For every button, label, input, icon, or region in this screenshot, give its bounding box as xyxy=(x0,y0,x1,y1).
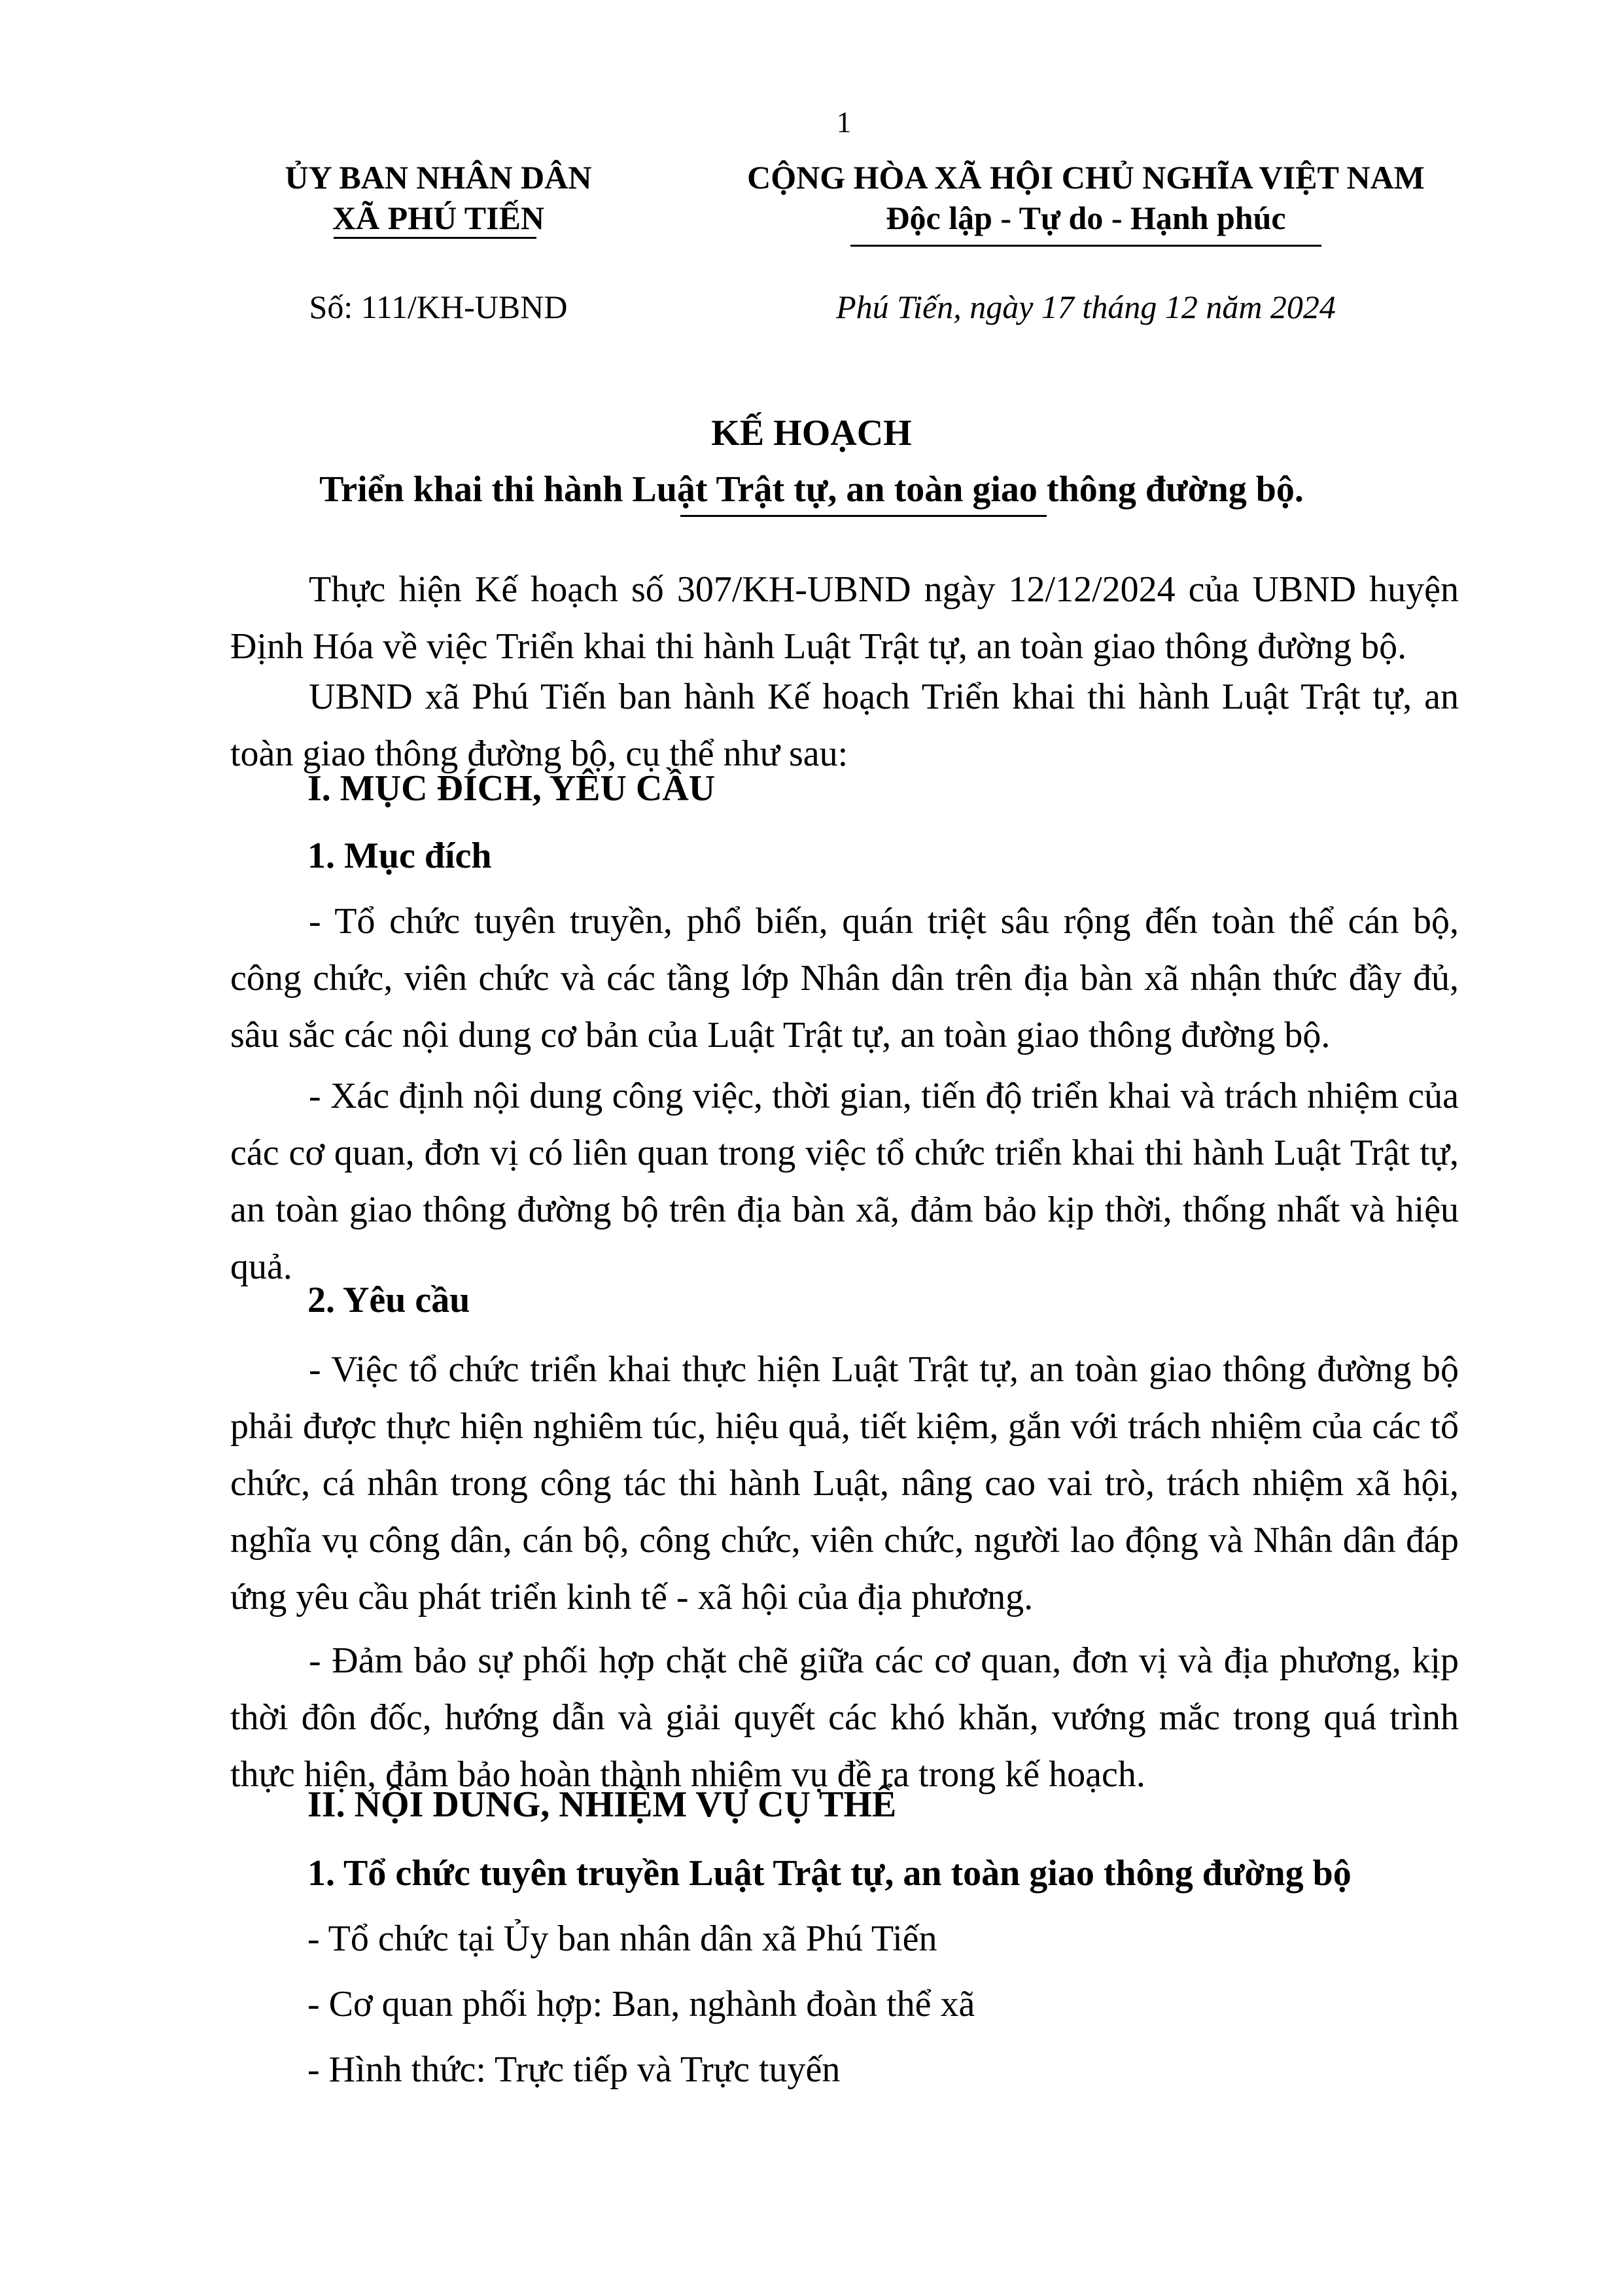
requirements-paragraph-1: - Việc tổ chức triển khai thực hiện Luật Trật tự, an toàn giao thông đường bộ phải được thực hiện nghiêm túc, hiệu quả, tiết kiệm, gắn với trách nhiệm của các tổ chức, cá nhân trong công tác thi hành Luật, nâng cao vai trò, trách nhiệm xã hội, nghĩa vụ công dân, cán bộ, công chức, viên chức, người lao động và Nhân dân đáp ứng yêu cầu phát triển kinh tế - xã hội của địa phương. xyxy=(230,1349,1459,1617)
list-item: - Cơ quan phối hợp: Ban, nghành đoàn thể xã xyxy=(307,1984,975,2024)
section-2-subsection-1-heading: 1. Tổ chức tuyên truyền Luật Trật tự, an toàn giao thông đường bộ xyxy=(307,1853,1352,1894)
list-item: - Hình thức: Trực tiếp và Trực tuyến xyxy=(307,2049,841,2090)
nation-title: CỘNG HÒA XÃ HỘI CHỦ NGHĨA VIỆT NAM xyxy=(747,159,1425,196)
page-number: 1 xyxy=(836,105,852,139)
list-item: - Tổ chức tại Ủy ban nhân dân xã Phú Tiến xyxy=(307,1918,937,1959)
subsection-purpose-heading: 1. Mục đích xyxy=(307,836,492,876)
org-underline xyxy=(334,237,536,239)
document-title: KẾ HOẠCH xyxy=(711,413,912,453)
title-underline xyxy=(680,515,1047,517)
section-2-heading: II. NỘI DUNG, NHIỆM VỤ CỤ THỂ xyxy=(307,1784,897,1825)
document-number: Số: 111/KH-UBND xyxy=(309,289,568,325)
purpose-paragraph-1: - Tổ chức tuyên truyền, phổ biến, quán triệt sâu rộng đến toàn thể cán bộ, công chức, viên chức và các tầng lớp Nhân dân trên địa bàn xã nhận thức đầy đủ, sâu sắc các nội dung cơ bản của Luật Trật tự, an toàn giao thông đường bộ. xyxy=(230,901,1459,1055)
intro-paragraph-1: Thực hiện Kế hoạch số 307/KH-UBND ngày 12/12/2024 của UBND huyện Định Hóa về việc Triển khai thi hành Luật Trật tự, an toàn giao thông đường bộ. xyxy=(230,569,1459,667)
subsection-requirements-heading: 2. Yêu cầu xyxy=(307,1280,470,1320)
nation-motto: Độc lập - Tự do - Hạnh phúc xyxy=(886,200,1286,236)
purpose-paragraph-2: - Xác định nội dung công việc, thời gian, tiến độ triển khai và trách nhiệm của các cơ quan, đơn vị có liên quan trong việc tổ chức triển khai thi hành Luật Trật tự, an toàn giao thông đường bộ trên địa bàn xã, đảm bảo kịp thời, thống nhất và hiệu quả. xyxy=(230,1076,1459,1287)
motto-underline xyxy=(850,245,1321,247)
org-subname: XÃ PHÚ TIẾN xyxy=(332,200,545,236)
place-date: Phú Tiến, ngày 17 tháng 12 năm 2024 xyxy=(836,289,1336,325)
org-name: ỦY BAN NHÂN DÂN xyxy=(285,159,592,196)
section-1-heading: I. MỤC ĐÍCH, YÊU CẦU xyxy=(307,768,716,809)
intro-paragraph-2: UBND xã Phú Tiến ban hành Kế hoạch Triển khai thi hành Luật Trật tự, an toàn giao thông đường bộ, cụ thể như sau: xyxy=(230,677,1459,774)
document-subtitle: Triển khai thi hành Luật Trật tự, an toàn giao thông đường bộ. xyxy=(319,469,1304,510)
requirements-paragraph-2: - Đảm bảo sự phối hợp chặt chẽ giữa các cơ quan, đơn vị và địa phương, kịp thời đôn đốc, hướng dẫn và giải quyết các khó khăn, vướng mắc trong quá trình thực hiện, đảm bảo hoàn thành nhiệm vụ đề ra trong kế hoạch. xyxy=(230,1640,1459,1795)
